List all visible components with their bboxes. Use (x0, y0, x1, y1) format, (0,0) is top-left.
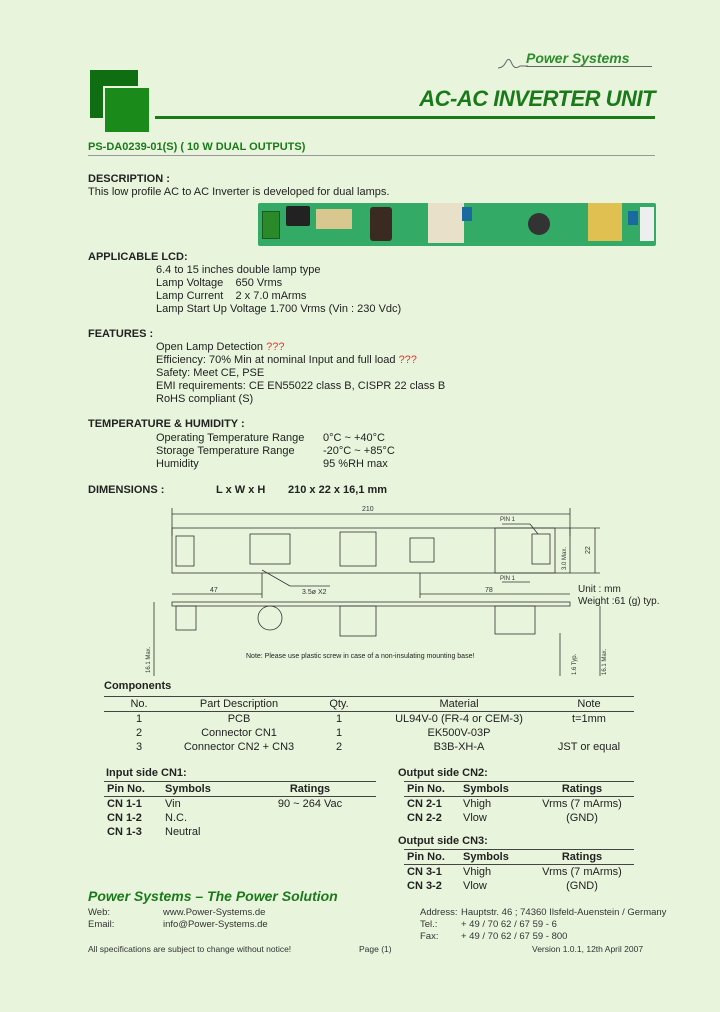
table-row: CN 1-1 Vin 90 ~ 264 Vac (107, 798, 343, 810)
feature-item: EMI requirements: CE EN55022 class B, CISPR 22 class B (156, 380, 446, 392)
cap-blue (462, 207, 472, 221)
col-header: No. (104, 697, 174, 712)
lcd-line: 6.4 to 15 inches double lamp type (156, 264, 321, 276)
table-row: CN 1-2 N.C. (107, 812, 187, 824)
dimension-drawing (140, 498, 620, 676)
mounting-note: Note: Please use plastic screw in case of a non-insulating mounting base! (246, 653, 475, 660)
description-text: This low profile AC to AC Inverter is developed for dual lamps. (88, 186, 390, 198)
temp-value: 95 %RH max (323, 458, 388, 470)
inductor (286, 206, 310, 226)
dimensions-heading: DIMENSIONS : (88, 484, 165, 496)
lcd-line: Lamp Start Up Voltage 1.700 Vrms (Vin : 230 Vdc) (156, 303, 402, 315)
weight-label: Weight :61 (g) typ. (578, 596, 660, 607)
dim-78: 78 (485, 587, 493, 594)
cn3-heading: Output side CN3: (398, 835, 488, 847)
cn1-heading: Input side CN1: (106, 767, 187, 779)
terminal-block (262, 211, 280, 239)
model-number: PS-DA0239-01(S) (88, 141, 178, 153)
dim-side: 3.0 Max. (562, 546, 568, 570)
filter-coil (316, 209, 352, 229)
table-row: CN 2-1 Vhigh Vrms (7 mArms) (407, 798, 622, 810)
output-connector (640, 207, 654, 241)
dim-width: 22 (585, 546, 592, 554)
address-value: Hauptstr. 46 ; 74360 Ilsfeld-Auenstein / Germany (461, 907, 667, 918)
transformer-2 (588, 203, 622, 241)
tel-label: Tel.: (420, 919, 438, 930)
fax-label: Fax: (420, 931, 439, 942)
table-row: 3 Connector CN2 + CN3 2 B3B-XH-A JST or equal (135, 741, 621, 753)
feature-item: Open Lamp Detection ??? (156, 341, 285, 353)
dim-height-typ: 1.6 Typ. (572, 653, 578, 675)
unit-label: Unit : mm (578, 584, 621, 595)
page-number: Page (1) (359, 944, 392, 954)
logo-wave-icon (498, 58, 528, 70)
cap-blue-2 (628, 211, 638, 225)
lcd-line: Lamp Current 2 x 7.0 mArms (156, 290, 307, 302)
tel-value: + 49 / 70 62 / 67 59 - 6 (461, 919, 557, 930)
cn1-table: Pin No. Symbols Ratings CN 1-1 Vin 90 ~ 264 Vac CN 1-2 N.C. CN 1-3 Neutral (104, 781, 376, 839)
temp-value: 0°C ~ +40°C (323, 432, 385, 444)
page-title: AC-AC INVERTER UNIT (419, 86, 655, 111)
features-heading: FEATURES : (88, 328, 154, 340)
temp-value: -20°C ~ +85°C (323, 445, 395, 457)
table-row: CN 3-2 Vlow (GND) (407, 880, 598, 892)
fax-value: + 49 / 70 62 / 67 59 - 800 (461, 931, 568, 942)
temp-heading: TEMPERATURE & HUMIDITY : (88, 418, 245, 430)
dimensions-value: 210 x 22 x 16,1 mm (288, 484, 388, 496)
col-header: Note (544, 697, 634, 712)
dim-height-right: 16.1 Max. (602, 648, 608, 675)
col-header: Material (374, 697, 544, 712)
footer-tagline: Power Systems – The Power Solution (88, 888, 338, 904)
model-line (88, 141, 305, 153)
temp-label: Storage Temperature Range (156, 445, 295, 457)
table-row: CN 1-3 Neutral (107, 826, 201, 838)
col-header: Qty. (304, 697, 374, 712)
lcd-heading: APPLICABLE LCD: (88, 251, 188, 263)
subtitle-rule (88, 155, 655, 156)
dim-hole: 3.5ø X2 (302, 589, 327, 596)
address-label: Address: (420, 907, 458, 918)
components-heading: Components (104, 680, 172, 692)
lcd-line: Lamp Voltage 650 Vrms (156, 277, 283, 289)
title-rule (155, 116, 655, 119)
temp-label: Humidity (156, 458, 199, 470)
dim-height-left: 16.1 Max. (146, 646, 152, 673)
description-heading: DESCRIPTION : (88, 173, 170, 185)
feature-item: RoHS compliant (S) (156, 393, 254, 405)
table-row: 2 Connector CN1 1 EK500V-03P (135, 727, 491, 739)
col-header: Part Description (174, 697, 304, 712)
cn2-heading: Output side CN2: (398, 767, 488, 779)
transformer (428, 203, 464, 243)
brand-logo: Power Systems (526, 50, 630, 66)
pin1-top: PIN 1 (500, 517, 516, 523)
model-desc: ( 10 W DUAL OUTPUTS) (180, 141, 306, 153)
feature-item: Safety: Meet CE, PSE (156, 367, 265, 379)
coil (528, 213, 550, 235)
table-row: CN 2-2 Vlow (GND) (407, 812, 598, 824)
components-table (104, 696, 634, 754)
logo-square-light (103, 86, 151, 134)
temp-label: Operating Temperature Range (156, 432, 305, 444)
version-info: Version 1.0.1, 12th April 2007 (532, 944, 644, 954)
logo-underline (526, 66, 652, 67)
disclaimer: All specifications are subject to change without notice! (88, 944, 292, 954)
web-label: Web: (88, 907, 111, 918)
pcb-photo (258, 203, 656, 246)
table-row: 1 PCB 1 UL94V-0 (FR-4 or CEM-3) t=1mm (135, 713, 606, 725)
cn2-table: Pin No. Symbols Ratings CN 2-1 Vhigh Vrms (7 mArms) CN 2-2 Vlow (GND) (404, 781, 634, 825)
electrolytic-cap (370, 207, 392, 241)
web-link[interactable]: www.Power-Systems.de (163, 907, 266, 918)
table-row: CN 3-1 Vhigh Vrms (7 mArms) (407, 866, 622, 878)
feature-item: Efficiency: 70% Min at nominal Input and full load ??? (156, 354, 417, 366)
dim-length: 210 (362, 506, 374, 513)
email-label: Email: (88, 919, 115, 930)
cn3-table: Pin No. Symbols Ratings CN 3-1 Vhigh Vrms (7 mArms) CN 3-2 Vlow (GND) (404, 849, 634, 893)
email-link[interactable]: info@Power-Systems.de (163, 919, 268, 930)
pin1-bottom: PIN 1 (500, 576, 516, 582)
dimensions-formula: L x W x H (216, 484, 266, 496)
dim-47: 47 (210, 587, 218, 594)
